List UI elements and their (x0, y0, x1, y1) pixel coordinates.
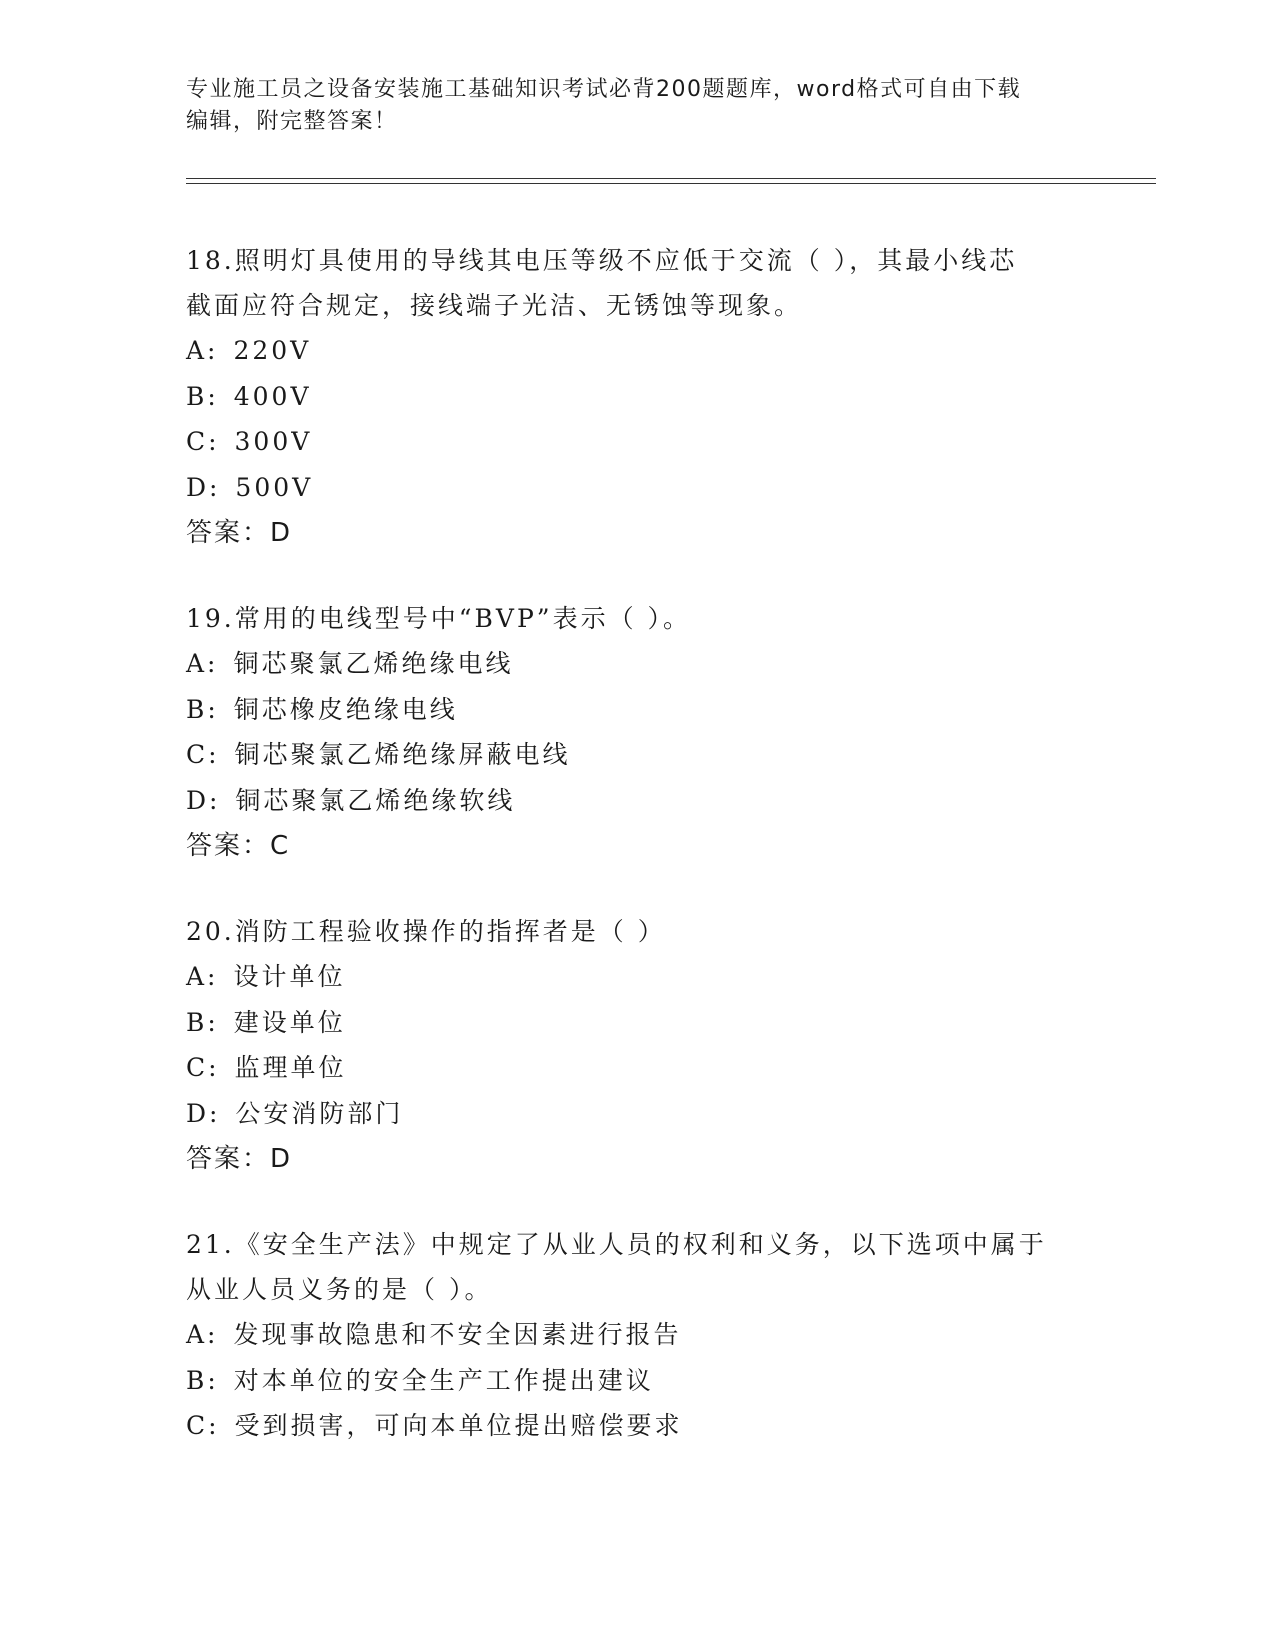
question-stem-line-1: 20.消防工程验收操作的指挥者是（ ） (186, 917, 666, 946)
option-text: 铜芯聚氯乙烯绝缘软线 (235, 785, 516, 815)
answer-label: 答案：D (186, 1144, 293, 1174)
option-text: 220V (233, 336, 312, 365)
option-text: 公安消防部门 (235, 1098, 404, 1128)
question-21 (186, 1222, 1086, 1449)
option-a (186, 641, 1086, 687)
option-b (186, 687, 1086, 733)
option-text: 铜芯橡皮绝缘电线 (233, 694, 458, 724)
question-stem-line-2: 截面应符合规定，接线端子光洁、无锈蚀等现象。 (186, 291, 803, 320)
option-text: 发现事故隐患和不安全因素进行报告 (233, 1320, 682, 1349)
option-letter: D: (186, 472, 221, 502)
option-c (186, 732, 1086, 778)
question-stem-line-1: 18.照明灯具使用的导线其电压等级不应低于交流（ ），其最小线芯 (186, 246, 1018, 275)
option-text: 铜芯聚氯乙烯绝缘屏蔽电线 (234, 740, 571, 769)
option-text: 300V (234, 427, 313, 456)
option-a (186, 1312, 1086, 1358)
question-stem-line-1: 19.常用的电线型号中“BVP”表示（ ）。 (186, 604, 692, 633)
option-b (186, 1000, 1086, 1046)
option-letter: C: (186, 1053, 220, 1082)
option-a (186, 954, 1086, 1000)
option-b (186, 374, 1086, 420)
option-letter: D: (186, 1098, 221, 1128)
option-letter: B: (186, 694, 219, 724)
header-title-line-1: 专业施工员之设备安装施工基础知识考试必背200题题库，word格式可自由下载 (186, 77, 1022, 102)
option-letter: C: (186, 1411, 220, 1440)
option-text: 对本单位的安全生产工作提出建议 (233, 1365, 654, 1395)
question-list (186, 238, 1086, 1488)
option-letter: B: (186, 381, 219, 411)
option-text: 设计单位 (233, 962, 346, 991)
option-c (186, 419, 1086, 465)
option-letter: A: (186, 336, 219, 365)
document-header (186, 74, 1086, 138)
option-b (186, 1358, 1086, 1404)
question-19 (186, 596, 1086, 870)
option-letter: D: (186, 785, 221, 815)
option-text: 500V (235, 472, 314, 502)
option-letter: C: (186, 427, 220, 456)
option-c (186, 1045, 1086, 1091)
header-divider-top (186, 178, 1156, 179)
option-d (186, 465, 1086, 511)
option-text: 建设单位 (233, 1007, 346, 1037)
option-c (186, 1403, 1086, 1449)
question-18 (186, 238, 1086, 557)
option-letter: A: (186, 1320, 219, 1349)
option-d (186, 1091, 1086, 1137)
option-letter: C: (186, 740, 220, 769)
option-text: 400V (233, 381, 312, 411)
option-text: 监理单位 (234, 1053, 347, 1082)
option-text: 受到损害，可向本单位提出赔偿要求 (234, 1411, 683, 1440)
option-letter: A: (186, 649, 219, 678)
option-text: 铜芯聚氯乙烯绝缘电线 (233, 649, 514, 678)
option-letter: B: (186, 1007, 219, 1037)
header-title-line-2: 编辑，附完整答案！ (186, 109, 398, 134)
option-letter: A: (186, 962, 219, 991)
option-a (186, 328, 1086, 374)
answer-label: 答案：C (186, 831, 291, 861)
option-letter: B: (186, 1365, 219, 1395)
question-stem-line-1: 21.《安全生产法》中规定了从业人员的权利和义务，以下选项中属于 (186, 1230, 1047, 1259)
answer-label: 答案：D (186, 518, 293, 548)
question-stem-line-2: 从业人员义务的是（ ）。 (186, 1275, 493, 1304)
header-divider-bottom (186, 183, 1156, 184)
option-d (186, 778, 1086, 824)
question-20 (186, 909, 1086, 1183)
